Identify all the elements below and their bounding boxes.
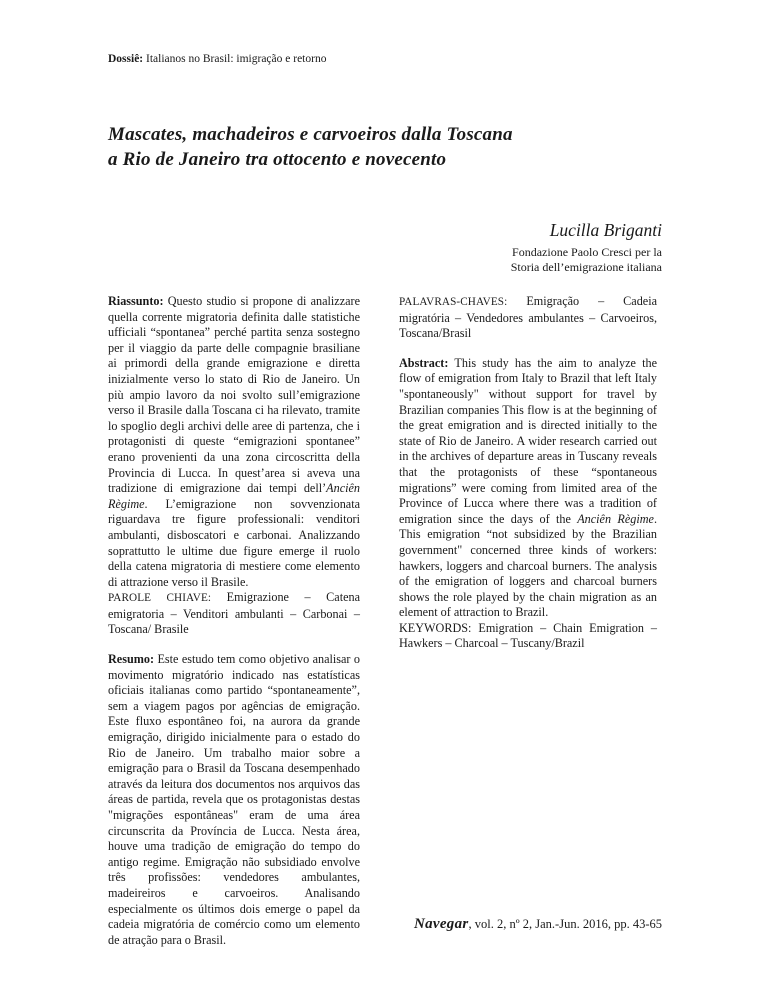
dossier-label: Dossiê: xyxy=(108,53,144,65)
riassunto-text-1: Questo studio si propone di analizzare quella corrente migratoria definita dalle statistiche ufficiali “spontanea” perché partita senza sostegno per il viaggio da parte delle compagnie brasiliane ai primordi della grande emigrazione e diretta inizialmente verso lo stato di Rio de Janeiro. Un più ampio lavoro da noi svolto sull’emigrazione verso il Brasile dalla Toscana ci ha rilevato, tramite lo spoglio degli archivi delle aree di partenza, che i protagonisti di queste “emigrazioni spontanee” erano provenienti da una zona circoscritta della Provincia di Lucca. In quest’area si aveva una tradizione di emigrazione dai tempi dell’ xyxy=(108,294,360,496)
riassunto-keywords xyxy=(108,590,360,638)
dossier-title: Italianos no Brasil: imigração e retorno xyxy=(143,53,327,65)
article-title-line-2: a Rio de Janeiro tra ottocento e novecento xyxy=(108,149,447,170)
resumo-keywords xyxy=(399,294,657,342)
dossier-header xyxy=(108,52,326,66)
resumo-text: Este estudo tem como objetivo analisar o movimento migratório indicado nas estatísticas oficiais italianas como partido “spontaneamente”, sem a viagem pagos por agências de emigração. Este fluxo espontâneo foi, na aurora da grande emigração, dirigido inicialmente para o estado do Rio de Janeiro. Um trabalho maior sobre a emigração para o Brasil da Toscana desempenhado através da leitura dos documentos nos arquivos das áreas de partida, revela que os protagonistas destas "migrações espontâneas" eram de uma área circunscrita da Província de Lucca. Nesta área, houve uma tradição de emigração do tempo do antigo regime. Emigração não subsidiado envolve três profissões: vendedores ambulantes, madeireiros e carvoeiros. Analisando especialmente os últimos dois emerge o papel da cadeia migratória de comércio como um elemento de atração para o Brasil. xyxy=(108,652,360,947)
resumo-keywords-text: Emigração – Cadeia migratória – Vendedores ambulantes – Carvoeiros, Toscana/Brasil xyxy=(399,294,657,341)
riassunto-label: Riassunto: xyxy=(108,294,164,308)
right-column xyxy=(399,294,657,652)
abstract-keywords xyxy=(399,621,657,652)
abstract-keywords-text: Emigration – Chain Emigration – Hawkers – Charcoal – Tuscany/Brazil xyxy=(399,620,657,651)
journal-citation: , vol. 2, nº 2, Jan.-Jun. 2016, pp. 43-65 xyxy=(468,917,662,931)
author-affiliation xyxy=(422,245,662,275)
abstract-italic: Anciên Règime xyxy=(577,511,654,526)
riassunto-italic: Anciên Règime xyxy=(108,481,360,511)
abstract-label: Abstract: xyxy=(399,355,449,370)
article-title-line-1: Mascates, machadeiros e carvoeiros dalla Toscana xyxy=(108,124,513,145)
abstract-text-2: . This emigration “not subsidized by the Brazilian government" concerned three kinds of workers: hawkers, loggers and charcoal burners. The analysis of the emigration of loggers and charcoal burners shows the role played by the chain migration as an element of attraction to Brazil. xyxy=(399,511,657,620)
resumo-keywords-label: PALAVRAS-CHAVES: xyxy=(399,296,508,308)
riassunto-keywords-text: Emigrazione – Catena emigratoria – Venditori ambulanti – Carbonai – Toscana/ Brasile xyxy=(108,590,360,637)
abstract-text-1: This study has the aim to analyze the flow of emigration from Italy to Brazil that left Italy "spontaneously" without support for travel by Brazilian companies This flow is at the beginning of the great emigration and is directed initially to the state of Rio de Janeiro. A wider research carried out in the archives of departure areas in Tuscany reveals that the protagonists of these “spontaneous migrations” were coming from limited area of the Province of Lucca where there was a tradition of emigration since the days of the xyxy=(399,355,657,526)
journal-name: Navegar xyxy=(413,916,469,932)
author-name: Lucilla Briganti xyxy=(549,220,662,240)
riassunto-keywords-label: PAROLE CHIAVE: xyxy=(108,592,212,605)
left-column xyxy=(108,294,360,948)
affiliation-line-1: Fondazione Paolo Cresci per la xyxy=(512,245,662,259)
riassunto-paragraph xyxy=(108,294,360,590)
abstract-keywords-label: KEYWORDS: xyxy=(399,620,472,635)
article-title xyxy=(108,122,668,172)
resumo-label: Resumo: xyxy=(108,652,155,667)
resumo-paragraph xyxy=(108,652,360,948)
riassunto-text-2: . L’emigrazione non sovvenzionata riguardava tre figure professionali: venditori ambulanti, disboscatori e carbonai. Analizzando soprattutto le ultime due figure emerge il ruolo della catena migratoria di mestiere come elemento di attrazione verso il Brasile. xyxy=(108,496,360,589)
affiliation-line-2: Storia dell’emigrazione italiana xyxy=(510,260,662,274)
page-footer xyxy=(414,916,662,933)
abstract-paragraph xyxy=(399,356,657,621)
